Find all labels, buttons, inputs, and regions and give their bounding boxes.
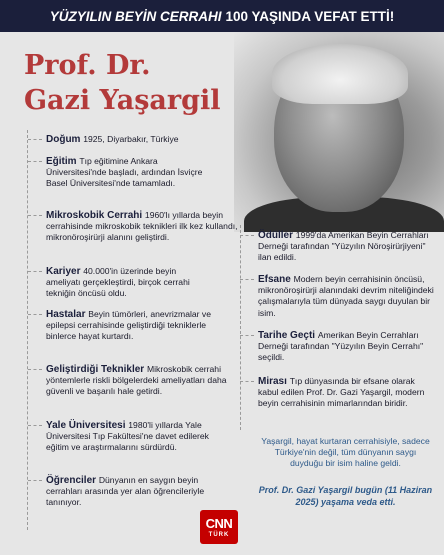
page-title xyxy=(24,48,221,118)
entry-heading: Efsane xyxy=(258,274,294,285)
entry-text: Tıp eğitimine Ankara Üniversitesi'nde başladı, ardından İsviçre Basel Üniversitesi'nde tamamladı. xyxy=(46,156,203,189)
entry-heading: Kariyer xyxy=(46,266,84,277)
timeline-connector xyxy=(240,335,254,336)
timeline-connector xyxy=(240,279,254,280)
timeline-right-line xyxy=(240,225,241,430)
entry-heading: Geliştirdiği Teknikler xyxy=(46,364,147,375)
title-line-2: Gazi Yaşargil xyxy=(24,85,221,116)
entry-text: Mikroskobik cerrahi yöntemlerle riskli bölgelerdeki ameliyatları daha güvenli ve başarılı hale getirdi. xyxy=(46,364,227,397)
entry-gelistirdigi-teknikler xyxy=(46,364,231,398)
entry-text: Modern beyin cerrahisinin öncüsü, mikronöroşirürji alanındaki devrim niteliğindeki çalışmalarıyla tüm dünyada saygı duyulan bir isim. xyxy=(258,274,434,318)
entry-text: 1999'da Amerikan Beyin Cerrahları Derneği tarafından "Yüzyılın Nöroşirürjiyeni" ilan edildi. xyxy=(258,230,429,263)
entry-text: Dünyanın en saygın beyin cerrahları arasında yer alan öğrencileriyle tanınıyor. xyxy=(46,475,205,508)
entry-heading: Mikroskobik Cerrahi xyxy=(46,210,145,221)
portrait-photo xyxy=(234,32,444,232)
entry-ogrenciler xyxy=(46,475,206,509)
entry-heading: Eğitim xyxy=(46,156,80,167)
entry-egitim xyxy=(46,156,206,190)
entry-efsane xyxy=(258,274,438,319)
headline-banner xyxy=(0,0,444,32)
entry-heading: Öğrenciler xyxy=(46,475,99,486)
entry-text: 1980'li yıllarda Yale Üniversitesi Tıp Fakültesi'ne davet edilerek eğitim ve araştırmalarını sürdürdü. xyxy=(46,420,209,453)
entry-heading: Doğum xyxy=(46,134,84,145)
entry-oduller xyxy=(258,230,438,264)
entry-text: 1925, Diyarbakır, Türkiye xyxy=(83,134,179,144)
entry-tarihe-gecti xyxy=(258,330,438,364)
closing-note: Yaşargil, hayat kurtaran cerrahisiyle, sadece Türkiye'nin değil, tüm dünyanın saygı duyduğu bir isim haline geldi. xyxy=(261,436,430,469)
entry-heading: Mirası xyxy=(258,376,290,387)
entry-text: 40.000'in üzerinde beyin ameliyatı gerçekleştirdi, birçok cerrahi tekniğin öncüsü oldu. xyxy=(46,266,190,299)
timeline-connector xyxy=(28,215,42,216)
entry-hastalar xyxy=(46,309,216,343)
headline-rest: 100 YAŞINDA VEFAT ETTİ! xyxy=(225,8,395,24)
entry-text: 1960'lı yıllarda beyin cerrahisinde mikroskobik teknikleri ilk kez kullandı, mikronöroşirürji alanını geliştirdi. xyxy=(46,210,238,243)
timeline-left-line xyxy=(27,130,28,530)
title-line-1: Prof. Dr. xyxy=(24,50,151,81)
entry-yale-universitesi xyxy=(46,420,221,454)
portrait-hair xyxy=(272,44,408,104)
cnn-turk-logo xyxy=(200,510,238,544)
timeline-connector xyxy=(28,271,42,272)
timeline-connector xyxy=(240,381,254,382)
headline-emphasis: YÜZYILIN BEYİN CERRAHI xyxy=(49,8,222,24)
entry-heading: Yale Üniversitesi xyxy=(46,420,129,431)
entry-heading: Ödüller xyxy=(258,230,296,241)
logo-cnn: CNN xyxy=(205,515,233,531)
timeline-connector xyxy=(240,235,254,236)
entry-mikroskobik-cerrahi xyxy=(46,210,246,244)
logo-turk: TÜRK xyxy=(208,531,230,538)
entry-text: Beyin tümörleri, anevrizmalar ve epilepsi cerrahisinde geliştirdiği tekniklerle binlerce hayat kurtardı. xyxy=(46,309,211,342)
entry-mirasi xyxy=(258,376,433,410)
timeline-connector xyxy=(28,161,42,162)
timeline-connector xyxy=(28,369,42,370)
entry-text: Amerikan Beyin Cerrahları Derneği tarafından "Yüzyılın Beyin Cerrahı" seçildi. xyxy=(258,330,424,363)
entry-heading: Tarihe Geçti xyxy=(258,330,318,341)
timeline-connector xyxy=(28,139,42,140)
entry-heading: Hastalar xyxy=(46,309,89,320)
entry-text: Tıp dünyasında bir efsane olarak kabul edilen Prof. Dr. Gazi Yaşargil, modern beyin cerrahisinin mimarlarından biridir. xyxy=(258,376,425,409)
timeline-connector xyxy=(28,480,42,481)
entry-kariyer xyxy=(46,266,206,300)
entry-dogum xyxy=(46,134,246,145)
closing-sign: Prof. Dr. Gazi Yaşargil bugün (11 Haziran 2025) yaşama veda etti. xyxy=(258,485,433,507)
timeline-connector xyxy=(28,425,42,426)
timeline-connector xyxy=(28,314,42,315)
